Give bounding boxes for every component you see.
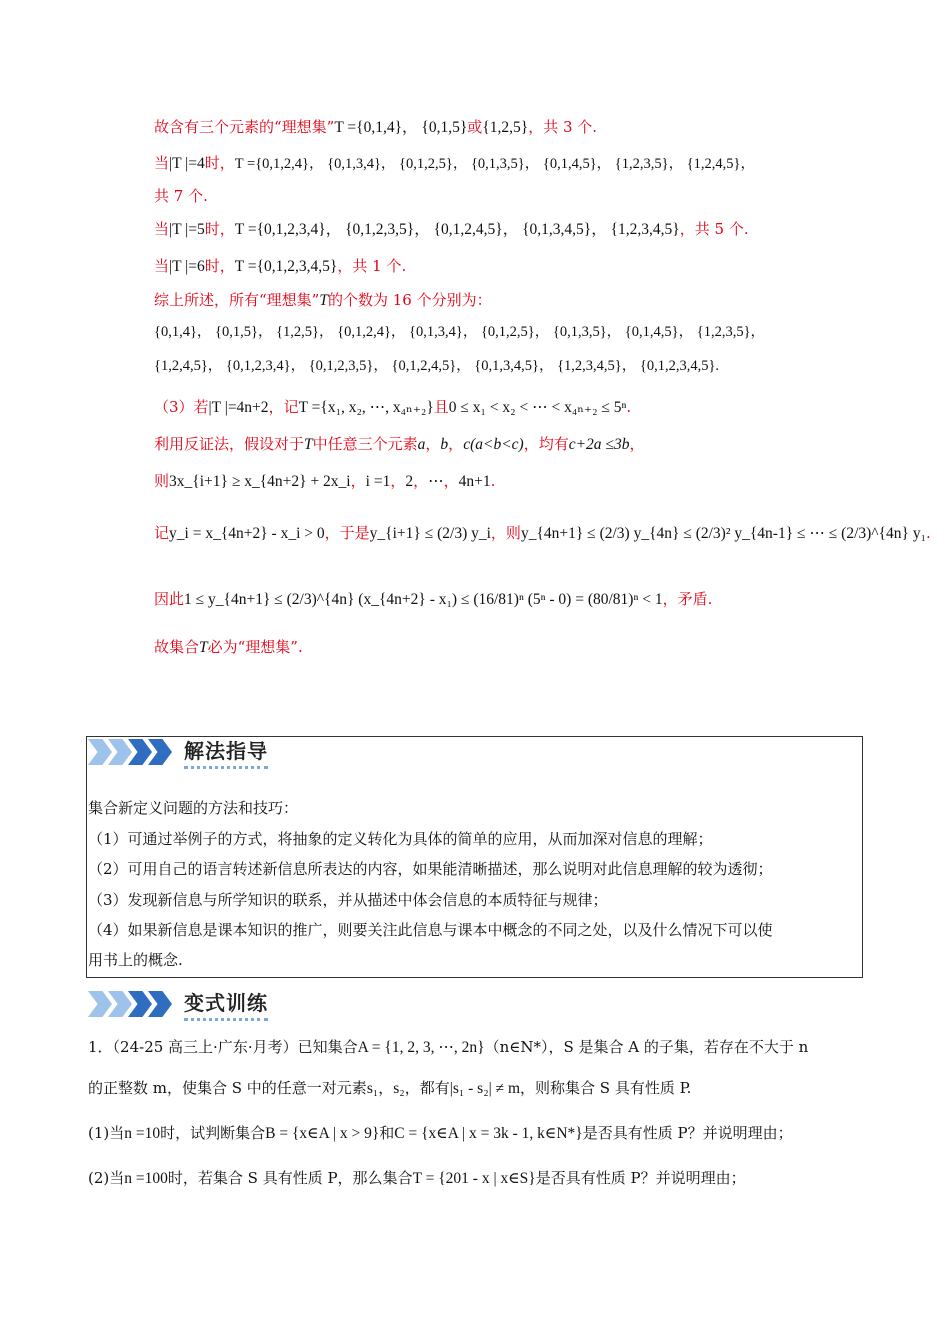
text: ，矛盾. (662, 590, 713, 608)
text: 时，试判断集合 (160, 1124, 266, 1142)
solution-line-10 (154, 433, 644, 456)
math: T (304, 436, 313, 453)
math: y_{4n+1} ≤ (2/3) y_{4n} ≤ (2/3)² y_{4n-1} ≤ ⋯ ≤ (2/3)^{4n} y₁ (520, 525, 926, 542)
solution-line-1 (154, 116, 597, 139)
guide-banner (86, 734, 268, 770)
text: 时， (204, 154, 235, 172)
text: ，共 3 个. (528, 118, 598, 136)
math: 4n+1 (458, 473, 491, 490)
math: B = {x∈A | x > 9} (265, 1125, 380, 1142)
math: A = {1, 2, 3, ⋯, 2n} (357, 1039, 485, 1056)
math: T ={0,1,2,3,4,5} (234, 258, 338, 275)
text: （n∈N*），S 是集合 A 的子集，若存在不大于 n (484, 1038, 809, 1056)
text: 的正整数 m，使集合 S 中的任意一对元素 (88, 1079, 367, 1097)
solution-line-6 (154, 289, 492, 312)
solution-line-13 (154, 588, 712, 611)
solution-line-4 (154, 218, 749, 241)
math: 1 ≤ y_{4n+1} ≤ (2/3)^{4n} (x_{4n+2} - x₁) ≤ (16/81)ⁿ (5ⁿ - 0) = (80/81)ⁿ < 1 (184, 591, 663, 608)
text: (1)当 (88, 1124, 125, 1142)
text: ， (629, 435, 645, 453)
text: 故含有三个元素的“理想集” (154, 118, 335, 136)
text: 1．（24-25 高三上·广东·月考）已知集合 (88, 1038, 358, 1056)
math: a (417, 436, 426, 453)
text: ， (350, 472, 366, 490)
text: ，于是 (324, 524, 370, 542)
solution-line-5 (154, 255, 406, 278)
text: 时， (204, 220, 235, 238)
text: 且 (433, 398, 449, 416)
math: {1,2,5} (482, 119, 529, 136)
math: b (440, 436, 449, 453)
method-guide-box (86, 736, 863, 978)
text: 必为“理想集”. (207, 638, 303, 656)
guide-item-1: （1）可通过举例子的方式，将抽象的定义转化为具体的简单的应用，从而加深对信息的理解； (88, 830, 713, 848)
math: T ={0,1,2,3,4}， {0,1,2,3,5}， {0,1,2,4,5}， {0,1,3,4,5}， {1,2,3,4,5} (234, 221, 680, 238)
text: 是否具有性质 P？并说明理由； (582, 1124, 793, 1142)
math: T ={0,1,4}， {0,1,5} (334, 119, 468, 136)
text: ，则 (490, 524, 521, 542)
solution-line-8 (154, 354, 719, 377)
text: ，记 (268, 398, 299, 416)
math: T = {201 - x | x∈S} (412, 1170, 536, 1187)
math: 3x_{i+1} ≥ x_{4n+2} + 2x_i (169, 473, 351, 490)
solution-line-14 (154, 636, 303, 659)
text: ，均有 (523, 435, 569, 453)
text: 则 (154, 472, 170, 490)
math: n =10 (124, 1125, 161, 1142)
text: 共 7 个. (154, 187, 208, 205)
math: T (199, 639, 208, 656)
text: ，共 5 个. (679, 220, 749, 238)
text: ， (425, 435, 441, 453)
text: ， (413, 472, 429, 490)
text: ， (378, 1079, 394, 1097)
math: |T |=4n+2 (208, 399, 269, 416)
math: T ={x₁, x₂, ⋯, x₄ₙ₊₂} (298, 399, 434, 416)
math: y_{i+1} ≤ (2/3) y_i (369, 525, 491, 542)
solution-line-9 (154, 396, 631, 419)
text: ， (390, 472, 406, 490)
text: 记 (154, 524, 170, 542)
solution-line-12 (154, 522, 931, 545)
text: ， (448, 435, 464, 453)
text: ，都有 (404, 1079, 450, 1097)
math: i =1 (365, 473, 391, 490)
math: c+2a ≤3b (568, 436, 630, 453)
question-line-3 (88, 1122, 793, 1145)
question-line-2 (88, 1077, 691, 1100)
guide-item-3: （3）发现新信息与所学知识的联系，并从描述中体会信息的本质特征与规律； (88, 891, 608, 909)
math: c(a<b<c) (463, 436, 524, 453)
math: |T |=5 (169, 221, 205, 238)
text: (2)当 (88, 1169, 125, 1187)
solution-line-3 (154, 185, 208, 207)
text: 当 (154, 220, 170, 238)
guide-item-2: （2）可用自己的语言转述新信息所表达的内容，如果能清晰描述，那么说明对此信息理解的较为透彻； (88, 860, 773, 878)
text: 的个数为 16 个分别为： (327, 291, 492, 309)
question-line-1 (88, 1036, 808, 1059)
text: . (626, 398, 632, 416)
solution-line-7 (154, 320, 765, 343)
math: |T |=6 (169, 258, 205, 275)
math: {0,1,4}， {0,1,5}， {1,2,5}， {0,1,2,4}， {0,1,3,4}， {0,1,2,5}， {0,1,3,5}， {0,1,4,5}， {1,2,3,5}， (154, 324, 766, 340)
chevron-arrows-icon (86, 739, 168, 765)
math: |T |=4 (169, 155, 205, 172)
text: 利用反证法，假设对于 (154, 435, 305, 453)
practice-title: 变式训练 (184, 987, 268, 1021)
text: （3）若 (154, 398, 209, 416)
question-line-4 (88, 1167, 746, 1190)
math: s₁ (366, 1080, 379, 1097)
text: ，共 1 个. (337, 257, 407, 275)
guide-item-4: （4）如果新信息是课本知识的推广，则要关注此信息与课本中概念的不同之处，以及什么情况下可以使 (88, 921, 773, 939)
math: |s₁ - s₂| ≠ m (449, 1080, 521, 1097)
text: 中任意三个元素 (312, 435, 418, 453)
text: . (490, 472, 496, 490)
math: n =100 (124, 1170, 168, 1187)
text: 和 (379, 1124, 395, 1142)
chevron-arrows-icon (86, 991, 168, 1017)
guide-title: 解法指导 (184, 735, 268, 769)
text: 综上所述，所有“理想集” (154, 291, 320, 309)
math: ⋯ (428, 473, 444, 490)
text: 因此 (154, 590, 185, 608)
text: . (925, 524, 931, 542)
text: ， (443, 472, 459, 490)
text: 故集合 (154, 638, 200, 656)
text: 当 (154, 257, 170, 275)
text: ，则称集合 S 具有性质 P. (520, 1079, 692, 1097)
math: C = {x∈A | x = 3k - 1, k∈N*} (394, 1125, 583, 1142)
math: 0 ≤ x₁ < x₂ < ⋯ < x₄ₙ₊₂ ≤ 5ⁿ (448, 399, 627, 416)
math: s₂ (393, 1080, 405, 1097)
math: y_i = x_{4n+2} - x_i > 0 (169, 525, 325, 542)
practice-banner (86, 986, 268, 1022)
math: 2 (405, 473, 414, 490)
text: 或 (467, 118, 483, 136)
text: 是否具有性质 P？并说明理由； (535, 1169, 746, 1187)
text: 当 (154, 154, 170, 172)
math: T ={0,1,2,4}， {0,1,3,4}， {0,1,2,5}， {0,1,3,5}， {0,1,4,5}， {1,2,3,5}， {1,2,4,5}， (234, 156, 756, 172)
math: T (319, 292, 328, 309)
guide-intro: 集合新定义问题的方法和技巧： (88, 799, 299, 817)
text: 时， (204, 257, 235, 275)
text: 时，若集合 S 具有性质 P，那么集合 (167, 1169, 413, 1187)
solution-line-11 (154, 470, 495, 493)
solution-line-2 (154, 152, 755, 175)
guide-item-5: 用书上的概念. (88, 951, 183, 969)
math: {1,2,4,5}， {0,1,2,3,4}， {0,1,2,3,5}， {0,1,2,4,5}， {0,1,3,4,5}， {1,2,3,4,5}， {0,1,2,3,4,5}. (154, 358, 720, 374)
